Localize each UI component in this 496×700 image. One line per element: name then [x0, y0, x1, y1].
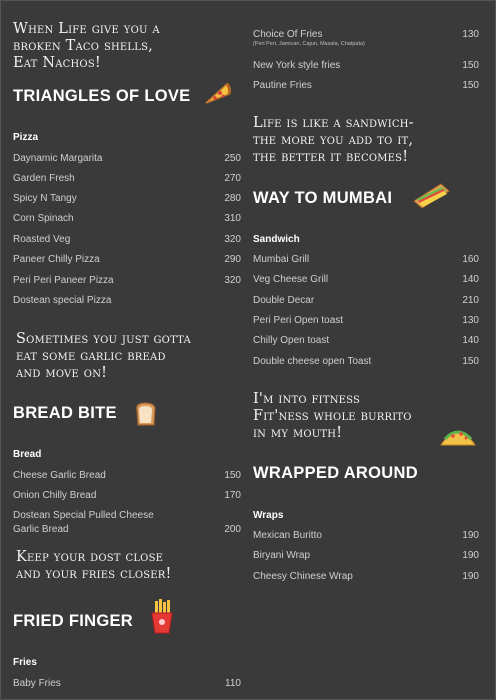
item-price: 150	[462, 80, 479, 91]
item-name-line: Dostean Special Pulled Cheese	[13, 510, 154, 521]
item-name: New York style fries	[253, 60, 341, 71]
quote-line: the better it becomes!	[253, 149, 409, 165]
item-price: 150	[224, 470, 241, 481]
item-price: 190	[462, 550, 479, 561]
item-name: Paneer Chilly Pizza	[13, 254, 100, 265]
item-price: 320	[224, 275, 241, 286]
sandwich-icon	[411, 181, 453, 211]
quote-line: the more you add to it,	[253, 132, 414, 148]
item-price: 190	[462, 571, 479, 582]
item-price: 130	[462, 315, 479, 326]
bread-section-label: Bread	[13, 449, 42, 460]
item-name: Daynamic Margarita	[13, 153, 103, 164]
item-price: 140	[462, 274, 479, 285]
item-name: Garden Fresh	[13, 173, 75, 184]
quote-burrito	[253, 391, 412, 442]
item-price: 140	[462, 335, 479, 346]
item-price: 280	[224, 193, 241, 204]
item-name: Peri Peri Open toast	[253, 315, 344, 326]
item-name-line: Garlic Bread	[13, 524, 69, 535]
quote-line: Fit'ness whole burrito	[253, 408, 412, 424]
sandwich-section-label: Sandwich	[253, 234, 300, 245]
item-name: Spicy N Tangy	[13, 193, 77, 204]
item-name: Roasted Veg	[13, 234, 71, 245]
pizza-heading: TRIANGLES OF LOVE	[13, 87, 191, 105]
fries-section-label: Fries	[13, 657, 37, 668]
item-options: (Peri Peri, Jamican, Cajun, Masala, Chatpata)	[253, 41, 365, 47]
item-name: Cheesy Chinese Wrap	[253, 571, 353, 582]
bread-heading: BREAD BITE	[13, 404, 117, 422]
item-price: 310	[224, 213, 241, 224]
item-name: Baby Fries	[13, 678, 61, 689]
item-price: 190	[462, 530, 479, 541]
item-name: Choice Of Fries	[253, 29, 323, 40]
item-price: 290	[224, 254, 241, 265]
wraps-section-label: Wraps	[253, 510, 284, 521]
item-price: 200	[224, 524, 241, 535]
item-price: 150	[462, 356, 479, 367]
item-name: Cheese Garlic Bread	[13, 470, 106, 481]
quote-fries	[16, 549, 172, 583]
quote-sandwich	[253, 115, 414, 166]
item-price: 160	[462, 254, 479, 265]
item-price: 130	[462, 29, 479, 40]
item-name: Corn Spinach	[13, 213, 74, 224]
quote-line: eat some garlic bread	[16, 348, 166, 364]
item-name	[13, 510, 154, 535]
item-price: 270	[224, 173, 241, 184]
item-name: Peri Peri Paneer Pizza	[13, 275, 114, 286]
fries-icon	[149, 599, 175, 635]
quote-line: Keep your dost close	[16, 549, 164, 565]
quote-garlic-bread	[16, 331, 191, 382]
quote-line: Life is like a sandwich-	[253, 115, 414, 131]
item-price: 150	[462, 60, 479, 71]
item-price: 250	[224, 153, 241, 164]
item-name: Veg Cheese Grill	[253, 274, 329, 285]
item-name: Mumbai Grill	[253, 254, 310, 265]
item-price: 110	[225, 678, 241, 689]
item-name: Onion Chilly Bread	[13, 490, 97, 501]
item-name: Double cheese open Toast	[253, 356, 372, 367]
item-name: Double Decar	[253, 295, 315, 306]
quote-line: Eat Nachos!	[13, 55, 101, 71]
bread-icon	[131, 399, 161, 429]
pizza-section-label: Pizza	[13, 132, 39, 143]
taco-icon	[439, 425, 477, 449]
quote-line: and your fries closer!	[16, 566, 172, 582]
item-price: 320	[224, 234, 241, 245]
item-name: Chilly Open toast	[253, 335, 330, 346]
item-name: Pautine Fries	[253, 80, 312, 91]
item-name: Mexican Buritto	[253, 530, 322, 541]
quote-line: in my mouth!	[253, 425, 343, 441]
quote-nachos	[13, 21, 160, 72]
quote-line: When Life give you a	[13, 21, 160, 37]
menu-item	[13, 510, 241, 538]
item-name: Dostean special Pizza	[13, 295, 112, 306]
item-name: Biryani Wrap	[253, 550, 311, 561]
fries-heading: FRIED FINGER	[13, 612, 134, 630]
quote-line: I'm into fitness	[253, 391, 361, 407]
item-price: 210	[462, 295, 479, 306]
pizza-icon	[203, 81, 233, 107]
quote-line: Sometimes you just gotta	[16, 331, 191, 347]
quote-line: broken Taco shells,	[13, 38, 153, 54]
item-price: 170	[224, 490, 241, 501]
sandwich-heading: WAY TO MUMBAI	[253, 189, 393, 207]
quote-line: and move on!	[16, 365, 108, 381]
wraps-heading: WRAPPED AROUND	[253, 464, 418, 482]
